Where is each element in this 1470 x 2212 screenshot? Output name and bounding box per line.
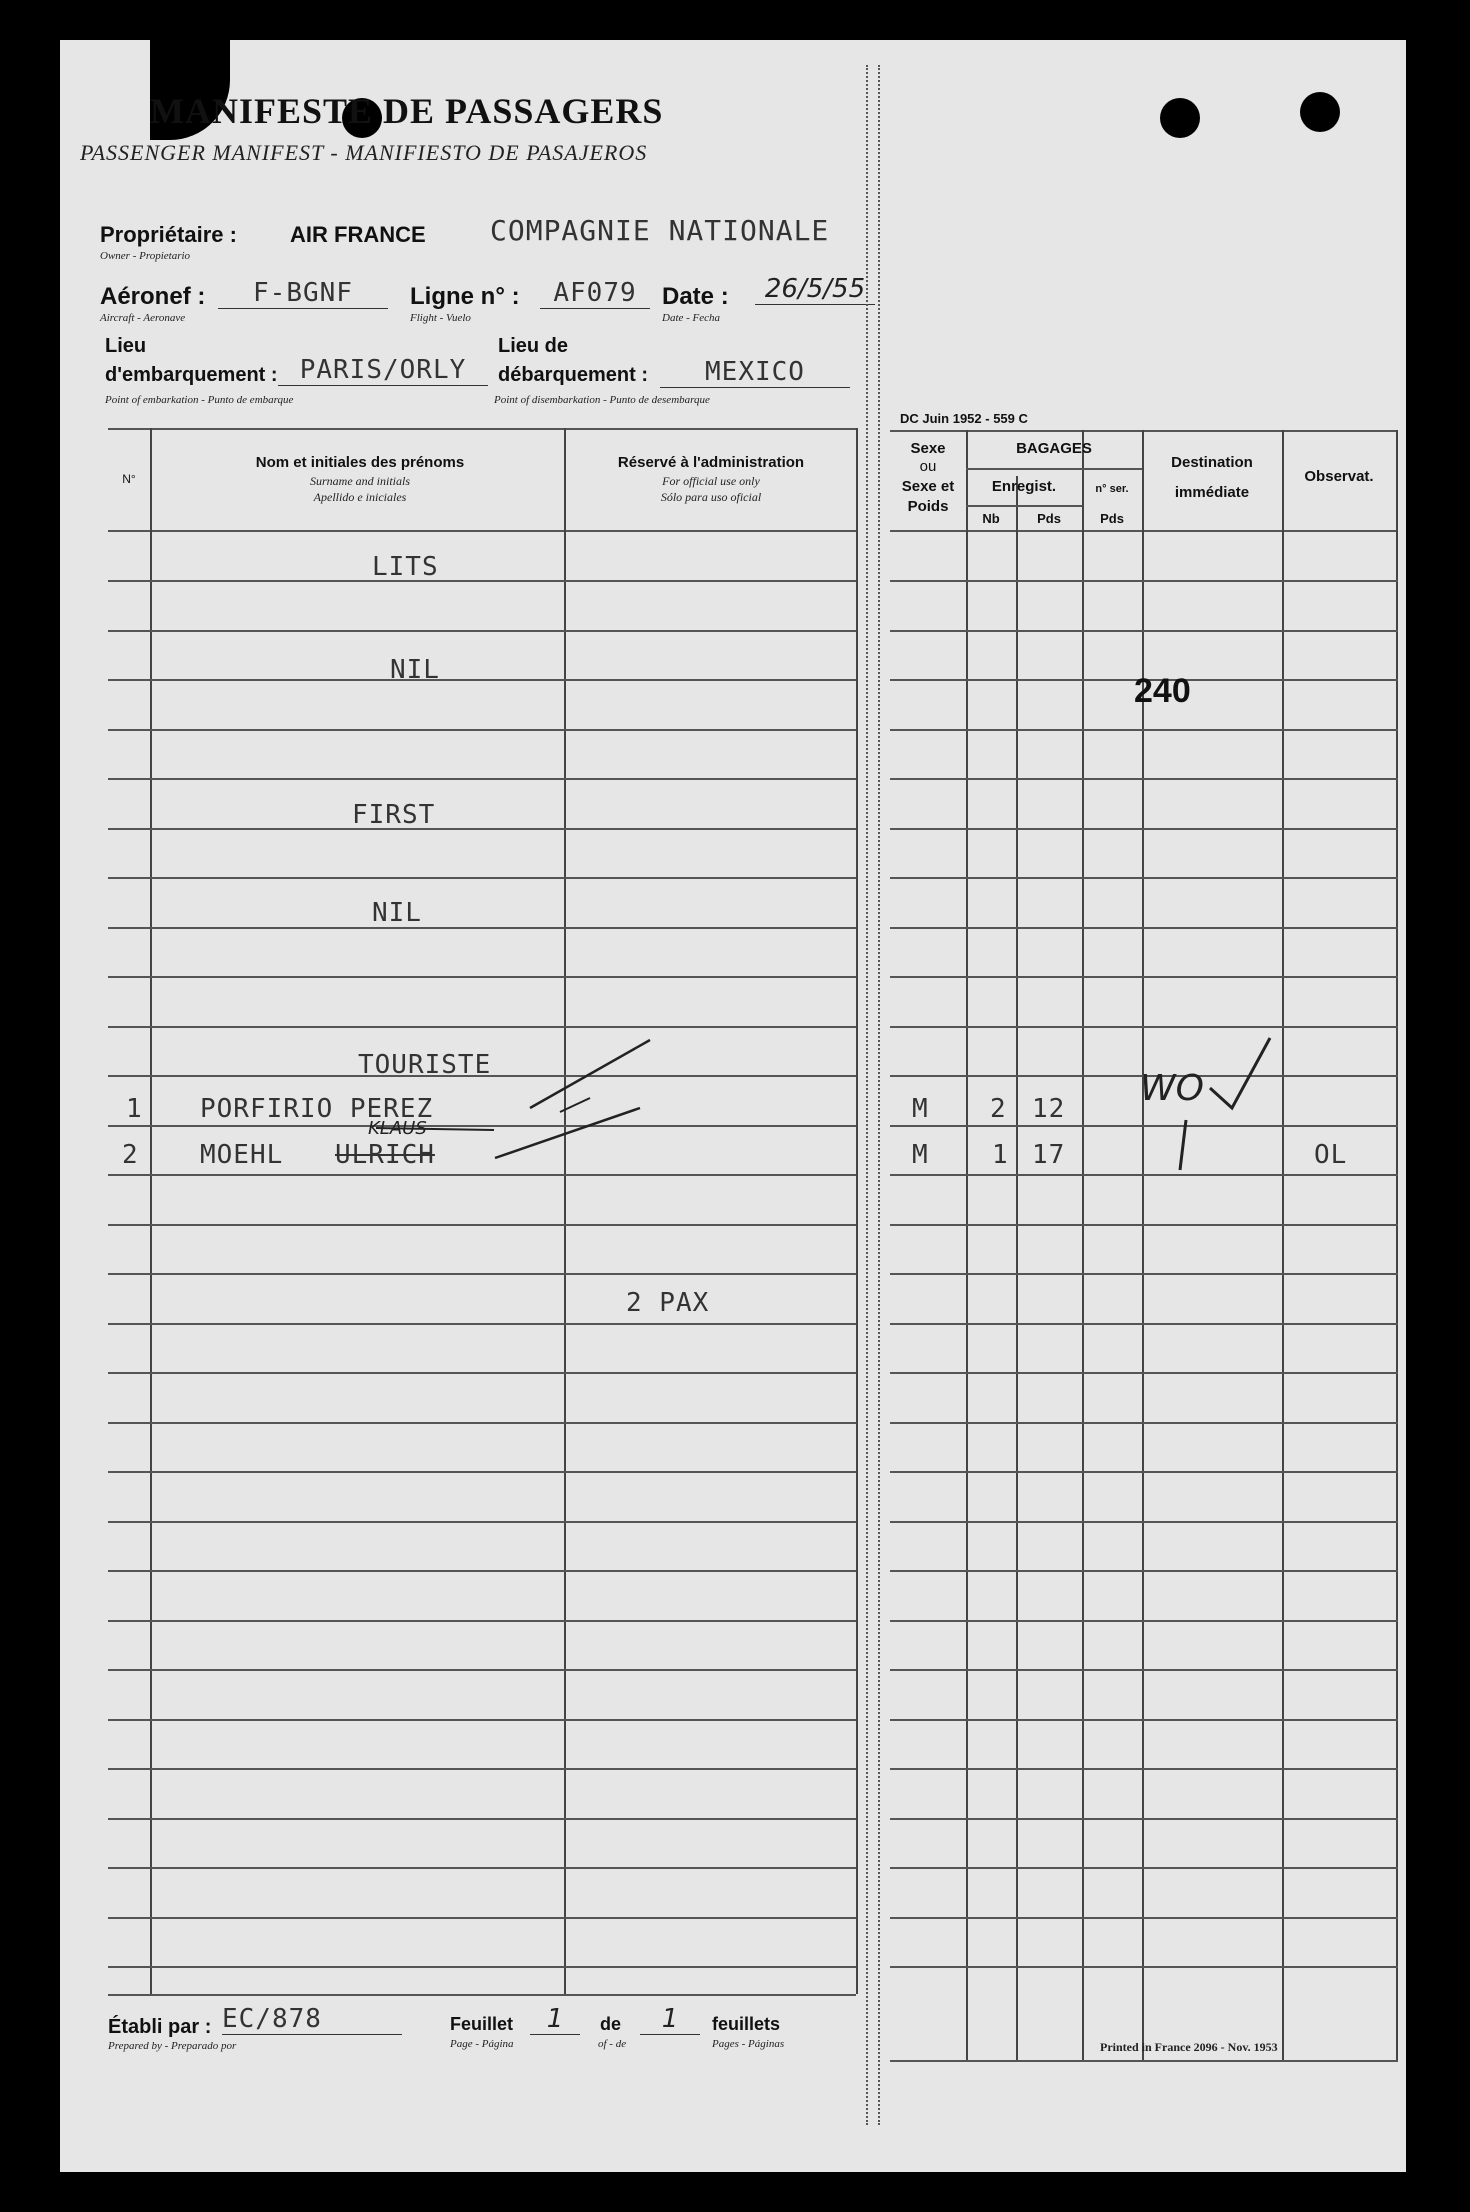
entry-pax-total: 2 PAX (626, 1288, 710, 1318)
col-admin-es: Sólo para uso oficial (660, 490, 762, 504)
col-sex-2: ou (919, 458, 937, 475)
footer-top-left (108, 1994, 856, 1996)
printed-note: Printed in France 2096 - Nov. 1953 (1100, 2040, 1278, 2054)
check-slash-small (560, 1098, 590, 1112)
embark-label-sub: Point of embarkation - Punto de embarque (105, 394, 294, 406)
prepared-label: Établi par : (108, 2016, 212, 2038)
col-sex-1: Sexe (910, 440, 946, 457)
col-dest-1: Destination (1171, 454, 1253, 471)
total-value: 1 (640, 2004, 700, 2035)
prepared-value: EC/878 (222, 2004, 402, 2035)
footer-line-right (890, 2060, 1398, 2062)
aircraft-label: Aéronef : (100, 283, 206, 310)
col-pds2: Pds (1100, 511, 1124, 526)
col-dest-2: immédiate (1174, 484, 1250, 501)
date-label-sub: Date - Fecha (662, 312, 721, 324)
entry-nil-2: NIL (372, 898, 422, 928)
col-pds: Pds (1037, 511, 1061, 526)
disembark-value: MEXICO (660, 357, 850, 388)
passenger-1-num: 1 (126, 1094, 143, 1124)
passenger-2-sex: M (912, 1140, 929, 1170)
col-name-en: Surname and initials (309, 474, 410, 488)
date-label: Date : (662, 283, 729, 310)
embark-label-1: Lieu (105, 335, 147, 357)
of-label-sub: of - de (598, 2038, 627, 2050)
page-title: MANIFESTE DE PASSAGERS (150, 91, 664, 131)
col-num: N° (122, 472, 136, 486)
pages-label-sub: Page - Página (450, 2038, 514, 2050)
owner-label: Propriétaire : (100, 222, 237, 247)
col-nser: n° ser. (1095, 483, 1129, 495)
entry-count-240: 240 (1134, 672, 1191, 710)
owner-label-sub: Owner - Propietario (100, 250, 191, 262)
col-baggage: BAGAGES (1016, 440, 1092, 457)
col-admin-en: For official use only (662, 474, 760, 488)
form-code: DC Juin 1952 - 559 C (900, 411, 1028, 426)
passenger-2-name-struck: ULRICH (335, 1140, 435, 1170)
col-observ: Observat. (1304, 468, 1374, 485)
aircraft-value: F-BGNF (218, 278, 388, 309)
owner-value-typed: COMPAGNIE NATIONALE (490, 214, 830, 247)
passenger-2-pds: 17 (1032, 1140, 1066, 1170)
col-sex-3: Sexe et (901, 478, 955, 495)
passenger-2-observ: OL (1314, 1140, 1348, 1170)
of-label: de (600, 2014, 622, 2034)
prepared-label-sub: Prepared by - Preparado por (108, 2040, 237, 2052)
sheets-label: feuillets (712, 2014, 781, 2034)
date-value: 26/5/55 (755, 274, 875, 305)
col-name-es: Apellido e iniciales (313, 490, 407, 504)
page-subtitle: PASSENGER MANIFEST - MANIFIESTO DE PASAJEROS (80, 140, 648, 165)
tick-mark (1210, 1038, 1270, 1108)
col-sex-4: Poids (907, 498, 949, 515)
passenger-1-dest: WO (1140, 1068, 1204, 1109)
passenger-1-nb: 2 (990, 1094, 1007, 1124)
check-slash-large (530, 1040, 650, 1108)
passenger-2-name: MOEHL (200, 1140, 284, 1170)
entry-first: FIRST (352, 800, 436, 830)
col-enreg: Enregist. (991, 478, 1057, 495)
col-admin: Réservé à l'administration (617, 454, 805, 471)
embark-label-2: d'embarquement : (105, 364, 278, 386)
dest-mark-row-2 (1180, 1120, 1186, 1170)
passenger-1-pds: 12 (1032, 1094, 1066, 1124)
underline-perez (376, 1128, 494, 1130)
page-value: 1 (530, 2004, 580, 2035)
disembark-label-2: débarquement : (498, 364, 649, 386)
embark-value: PARIS/ORLY (278, 355, 488, 386)
flight-label: Ligne n° : (410, 283, 520, 310)
flight-label-sub: Flight - Vuelo (410, 312, 471, 324)
passenger-2-nb: 1 (992, 1140, 1009, 1170)
check-slash-row-2 (495, 1108, 640, 1158)
entry-lits: LITS (372, 552, 439, 582)
entry-nil-1: NIL (390, 655, 440, 685)
col-name: Nom et initiales des prénoms (255, 454, 465, 471)
disembark-label-sub: Point of disembarkation - Punto de desembarque (494, 394, 710, 406)
passenger-1-sex: M (912, 1094, 929, 1124)
passenger-1-name: PORFIRIO PEREZ (200, 1094, 434, 1124)
passenger-2-name-handwritten: KLAUS (368, 1118, 427, 1139)
passenger-2-num: 2 (122, 1140, 139, 1170)
pages-label: Feuillet (450, 2014, 514, 2034)
sheets-label-sub: Pages - Páginas (712, 2038, 785, 2050)
col-nb: Nb (982, 511, 1000, 526)
flight-value: AF079 (540, 278, 650, 309)
aircraft-label-sub: Aircraft - Aeronave (100, 312, 186, 324)
disembark-label-1: Lieu de (498, 335, 569, 357)
entry-touriste: TOURISTE (358, 1050, 492, 1080)
owner-value-printed: AIR FRANCE (290, 222, 426, 247)
